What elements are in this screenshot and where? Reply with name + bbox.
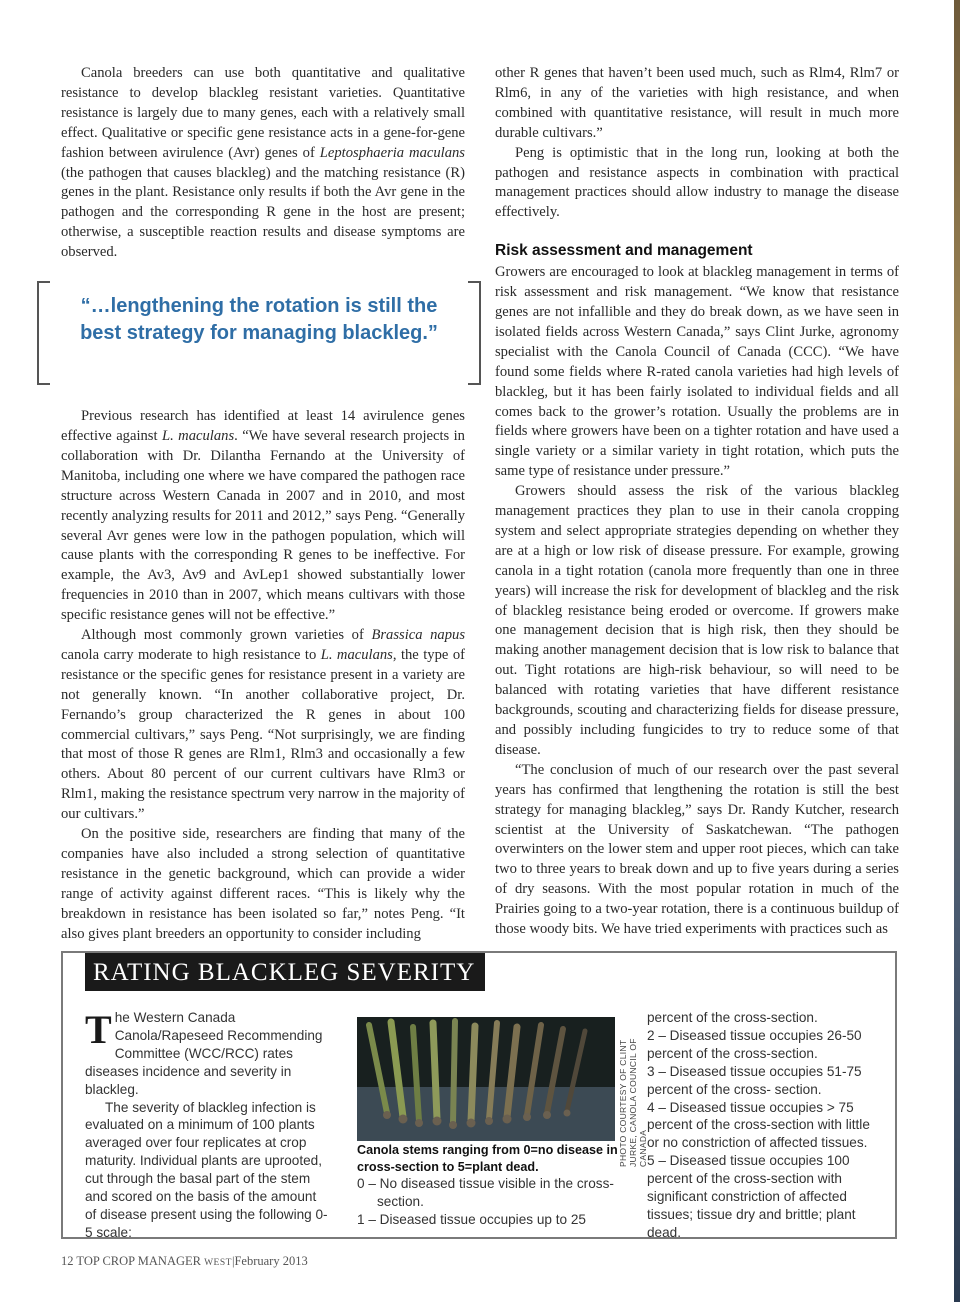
drop-cap: T — [85, 1007, 112, 1052]
bracket-right — [468, 281, 481, 385]
canola-stems-photo — [357, 1017, 615, 1141]
edition-label: WEST — [204, 1258, 232, 1268]
paragraph: Canola breeders can use both quantitative and qualitative resistance to develop blackleg resistant varieties. Quantitative resistance is largely due to many genes, each with a relatively small effect. Qualitative or specific gene resistance acts in a gene-for-gene fashion between avirulence (Avr) genes of Leptosphaeria maculans (the pathogen that causes blackleg) and the matching resistance (R) genes in the plant. Resistance only results if both the Avr gene in the pathogen and the corresponding R gene in the host are present; otherwise, a susceptible reaction results and disease symptoms are observed. — [61, 65, 465, 261]
page-number: 12 — [61, 1254, 74, 1268]
severity-scale-part1 — [357, 1175, 617, 1229]
severity-scale-part2 — [647, 1009, 879, 1242]
scale-item-1: 1 – Diseased tissue occupies up to 25 — [357, 1211, 586, 1227]
scale-item-0: 0 – No diseased tissue visible in the cross-section. — [357, 1176, 614, 1209]
photo-credit: PHOTO COURTESY OF CLINT JURKE, CANOLA COUNCIL OF CANADA — [618, 1038, 648, 1167]
paragraph: Growers should assess the risk of the various blackleg management practices they plan to use in their canola cropping system and select appropriate strategies depending on whether they are at a high or low risk of disease pressure. For example, growing canola in a tight rotation (canola more frequently than one in three years) will increase the risk for development of blackleg and the risk of blackleg resistance being eroded or overcome. If growers make one management decision that is high risk, then they should be making another management decision that is low risk to balance that out. Tight rotations are high-risk behaviour, so will need to be balanced with rotating varieties that have different resistance backgrounds, scouting and characterizing fields for disease pressure, and possibly including fungicides to try to reduce some of that disease. — [495, 483, 899, 758]
sidebar-intro — [85, 1009, 331, 1242]
scale-item-1-continued: percent of the cross-section. — [647, 1010, 818, 1025]
sidebar-title: RATING BLACKLEG SEVERITY — [85, 953, 485, 991]
paragraph: Previous research has identified at least 14 avirulence genes effective against L. maculans. “We have several research projects in collaboration with Dr. Dilantha Fernando at the University of Manitoba, including one where we have compared the pathogen race structure across Western Canada in 2007 and in 2010, and most recently analyzing results for 2011 and 2012,” says Peng. “Generally several Avr genes were low in the pathogen population, which will cause plants with the corresponding R genes to be ineffective. For example, the Av3, Av9 and AvLep1 showed substantially lower frequencies in 2010 than in 2007, which means cultivars with those specific resistance genes will not be effective.” — [61, 408, 465, 624]
bracket-left — [37, 281, 50, 385]
scale-item-2: 2 – Diseased tissue occupies 26-50 percent of the cross-section. — [647, 1027, 862, 1061]
pull-quote-text: “…lengthening the rotation is still the best strategy for managing blackleg.” — [80, 295, 438, 344]
paragraph: other R genes that haven’t been used much, such as Rlm4, Rlm7 or Rlm6, in any of the varieties with high resistance, and when combined with quantitative resistance, will result in much more durable cultivars.” — [495, 65, 899, 141]
paragraph: Growers are encouraged to look at blackleg management in terms of risk assessment and risk management. “We know that resistance genes are not infallible and they do break down, as we have seen in isolated fields across Western Canada,” says Clint Jurke, agronomy specialist with the Canola Council of Canada (CCC). “We have found some fields where R-rated canola varieties had high levels of blackleg, but it has been fairly isolated to individual fields and all comes back to the grower’s rotation. Usually the problems are in fields where growers have been on a tighter rotation and have used a single variety or a similar variety in tight rotation, which puts the same type of resistance under pressure.” — [495, 264, 899, 480]
article-column-right — [495, 64, 899, 940]
photo-caption: Canola stems ranging from 0=no disease in cross-section to 5=plant dead. — [357, 1143, 618, 1174]
page-edge-strip — [954, 0, 960, 1302]
scale-item-4: 4 – Diseased tissue occupies > 75 percent of the cross-section with little or no constriction of affected tissues. — [647, 1099, 870, 1151]
sidebar-paragraph: The severity of blackleg infection is evaluated on a minimum of 100 plants averaged over four replicates at crop maturity. Individual plants are uprooted, cut through the basal part of the stem and scored on the basis of the amount of disease present using the following 0-5 scale: — [85, 1099, 328, 1240]
issue-date: February 2013 — [234, 1254, 308, 1268]
article-column-left — [61, 64, 465, 945]
sidebar-box — [61, 951, 897, 1239]
sidebar-paragraph: The Western Canada Canola/Rapeseed Recommending Committee (WCC/RCC) rates diseases incidence and severity in blackleg. — [85, 1007, 323, 1097]
footer-separator: | — [231, 1254, 235, 1268]
paragraph: Peng is optimistic that in the long run, looking at both the pathogen and resistance aspects in combination with practical management practices should allow industry to manage the disease effectively. — [495, 144, 899, 221]
paragraph: On the positive side, researchers are finding that many of the companies have also included a strong selection of quantitative resistance in the genetic background, which can provide a wider range of activity against different races. “This is likely why the breakdown in resistance has been isolated so far,” notes Peng. “It also gives plant breeders an opportunity to consider including — [61, 826, 465, 942]
page-footer — [61, 1254, 308, 1269]
scale-item-5: 5 – Diseased tissue occupies 100 percent of the cross-section with significant constriction of affected tissues; tissue dry and brittle; plant dead. — [647, 1153, 856, 1240]
stems-illustration — [357, 1017, 615, 1141]
paragraph: “The conclusion of much of our research over the past several years has confirmed that lengthening the rotation is still the best strategy for managing blackleg,” says Dr. Randy Kutcher, research scientist at the University of Saskatchewan. “The pathogen overwinters on the lower stem and upper root pieces, which can take two to three years to break down and up to five years during a series of dry seasons. With the most popular rotation in much of the Prairies going to a two-year rotation, there is a continuous buildup of those woody bits. We have tried experiments with practices such as — [495, 761, 899, 938]
pull-quote — [37, 281, 481, 383]
section-heading: Risk assessment and management — [495, 242, 753, 260]
scale-item-3: 3 – Diseased tissue occupies 51-75 percent of the cross- section. — [647, 1063, 862, 1097]
magazine-title: TOP CROP MANAGER — [76, 1254, 201, 1268]
paragraph: Although most commonly grown varieties of Brassica napus canola carry moderate to high resistance to L. maculans, the type of resistance or the specific genes for resistance present in a variety are not generally known. “In another collaborative project, Dr. Fernando’s group characterized the R genes in about 100 commercial cultivars,” says Peng. “Not surprisingly, we are finding that most of those R genes are Rlm1, Rlm3 and occasionally a few others. About 80 percent of our current cultivars have Rlm3 or Rlm1, making the resistance spectrum very narrow in the majority of our cultivars.” — [61, 627, 466, 823]
